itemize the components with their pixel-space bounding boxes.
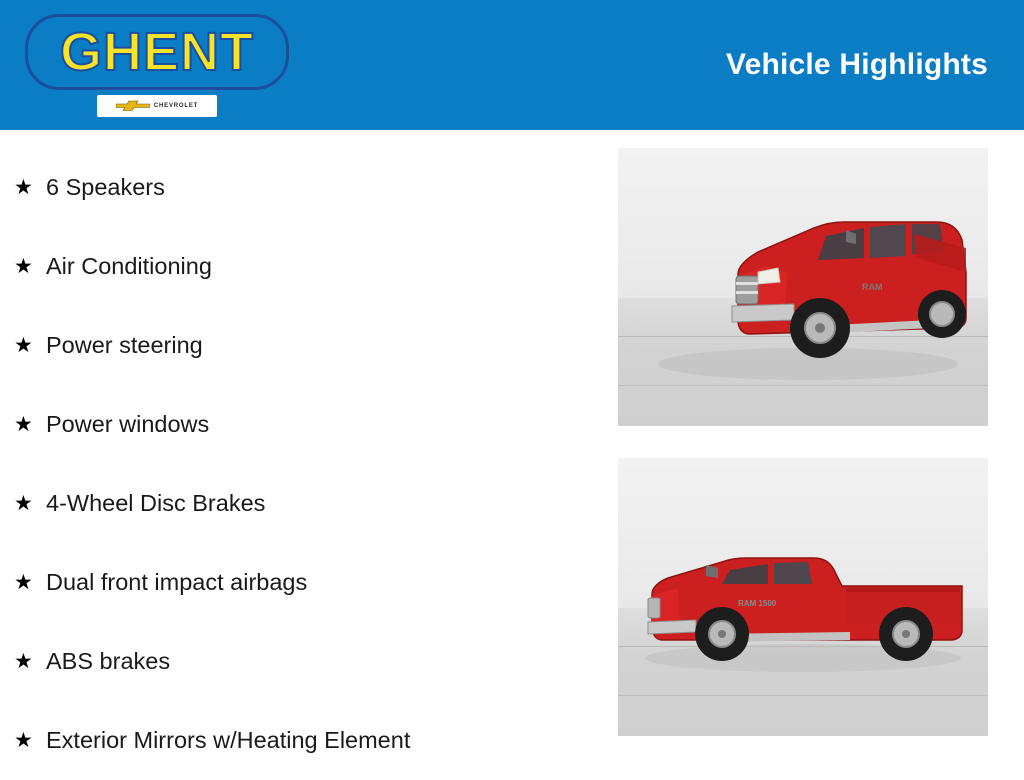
list-item (14, 701, 600, 780)
vehicle-photo-front-three-quarter[interactable] (618, 148, 988, 426)
feature-label: Power steering (46, 332, 203, 358)
svg-text:RAM 1500: RAM 1500 (738, 599, 777, 608)
dealer-logo[interactable] (22, 11, 292, 119)
list-item (14, 148, 600, 227)
chevrolet-bowtie-icon (116, 100, 150, 111)
list-item (14, 306, 600, 385)
page-header (0, 0, 1024, 130)
feature-label: 4-Wheel Disc Brakes (46, 490, 266, 516)
page-title: Vehicle Highlights (726, 48, 988, 81)
dealer-logo-badge (97, 95, 217, 117)
dealer-logo-subtext: CHEVROLET (153, 102, 199, 109)
vehicle-features-list (0, 130, 600, 768)
list-item (14, 464, 600, 543)
feature-label: 6 Speakers (46, 174, 165, 200)
star-icon: ★ (14, 334, 33, 357)
list-item (14, 385, 600, 464)
vehicle-photo-side-profile[interactable] (618, 458, 988, 736)
star-icon: ★ (14, 492, 33, 515)
list-item (14, 543, 600, 622)
feature-label: Dual front impact airbags (46, 569, 308, 595)
list-item (14, 622, 600, 701)
feature-label: Power windows (46, 411, 210, 437)
feature-label: Exterior Mirrors w/Heating Element (46, 727, 411, 753)
vehicle-photo-gallery (600, 130, 1024, 768)
list-item (14, 227, 600, 306)
star-icon: ★ (14, 255, 33, 278)
star-icon: ★ (14, 650, 33, 673)
feature-label: Air Conditioning (46, 253, 212, 279)
dealer-logo-text: GHENT (60, 21, 254, 82)
feature-label: ABS brakes (46, 648, 171, 674)
page-content (0, 130, 1024, 768)
truck-front-three-quarter-illustration (618, 148, 988, 426)
star-icon: ★ (14, 176, 33, 199)
star-icon: ★ (14, 413, 33, 436)
svg-text:RAM: RAM (862, 282, 883, 292)
truck-side-profile-illustration (618, 458, 988, 736)
star-icon: ★ (14, 729, 33, 752)
star-icon: ★ (14, 571, 33, 594)
dealer-logo-pill (25, 14, 289, 90)
